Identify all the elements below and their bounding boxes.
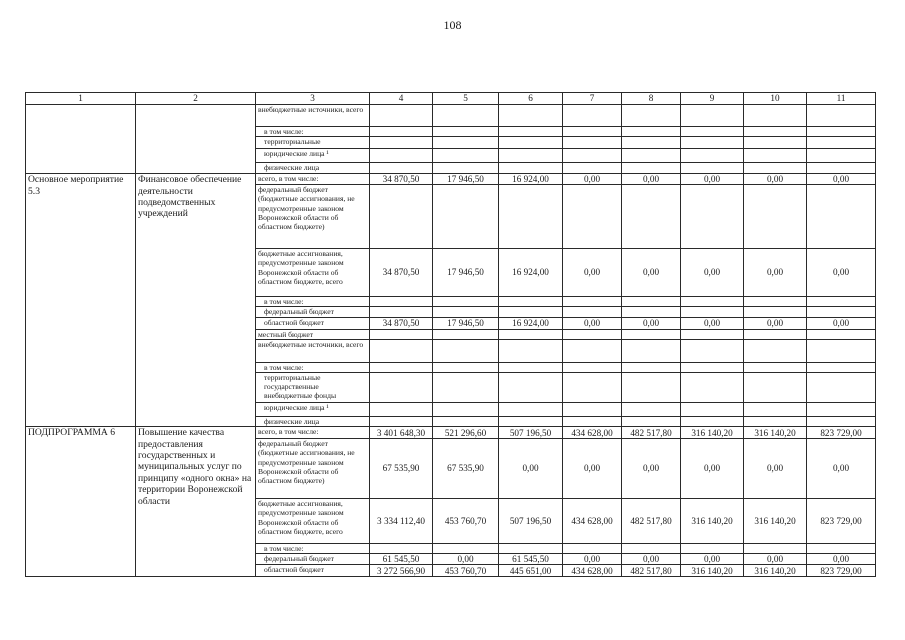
program-description: Повышение качества предоставления государственных и муниципальных услуг по принципу «одного окна» на территории Воронежской области: [136, 427, 256, 577]
value-cell: 17 946,50: [433, 249, 499, 297]
value-cell: [681, 329, 744, 339]
value-cell: 0,00: [622, 174, 681, 185]
value-cell: 0,00: [563, 174, 622, 185]
value-cell: [370, 127, 433, 137]
value-cell: [370, 362, 433, 372]
value-cell: 3 334 112,40: [370, 499, 433, 544]
value-cell: [807, 185, 876, 249]
value-cell: 0,00: [563, 317, 622, 329]
row-label: юридические лица ¹: [256, 149, 370, 163]
value-cell: [499, 544, 563, 554]
row-group-empty-1: [26, 105, 136, 174]
table-row: [26, 174, 876, 185]
value-cell: [433, 417, 499, 427]
value-cell: [499, 297, 563, 307]
value-cell: [433, 373, 499, 403]
header-cell: 3: [256, 93, 370, 105]
value-cell: 61 545,50: [499, 554, 563, 565]
value-cell: 316 140,20: [681, 427, 744, 439]
value-cell: [370, 329, 433, 339]
value-cell: [563, 339, 622, 362]
row-label: бюджетные ассигнования, предусмотренные законом Воронежской области об областном бюджете, всего: [256, 249, 370, 297]
value-cell: [622, 105, 681, 127]
row-label: в том числе:: [256, 297, 370, 307]
program-name: Основное мероприятие 5.3: [26, 174, 136, 427]
value-cell: [370, 297, 433, 307]
value-cell: 0,00: [744, 174, 807, 185]
value-cell: [499, 403, 563, 417]
value-cell: 16 924,00: [499, 249, 563, 297]
value-cell: 434 628,00: [563, 499, 622, 544]
value-cell: 0,00: [622, 439, 681, 499]
value-cell: 0,00: [807, 439, 876, 499]
value-cell: [744, 307, 807, 317]
value-cell: [370, 373, 433, 403]
value-cell: [622, 403, 681, 417]
value-cell: [744, 373, 807, 403]
value-cell: [370, 307, 433, 317]
value-cell: 0,00: [744, 554, 807, 565]
value-cell: [433, 127, 499, 137]
row-label: в том числе:: [256, 544, 370, 554]
value-cell: [433, 307, 499, 317]
value-cell: [744, 329, 807, 339]
value-cell: 0,00: [563, 439, 622, 499]
value-cell: [563, 417, 622, 427]
value-cell: [499, 185, 563, 249]
value-cell: [681, 417, 744, 427]
value-cell: [370, 403, 433, 417]
value-cell: [563, 185, 622, 249]
value-cell: [563, 373, 622, 403]
header-cell: 9: [681, 93, 744, 105]
value-cell: 0,00: [622, 317, 681, 329]
value-cell: [744, 149, 807, 163]
value-cell: 67 535,90: [433, 439, 499, 499]
value-cell: 507 196,50: [499, 427, 563, 439]
value-cell: [622, 149, 681, 163]
value-cell: [563, 403, 622, 417]
header-cell: 2: [136, 93, 256, 105]
value-cell: 521 296,60: [433, 427, 499, 439]
value-cell: [433, 362, 499, 372]
value-cell: 482 517,80: [622, 565, 681, 577]
value-cell: [433, 544, 499, 554]
value-cell: [681, 105, 744, 127]
value-cell: [499, 417, 563, 427]
header-cell: 10: [744, 93, 807, 105]
value-cell: [744, 163, 807, 174]
value-cell: 0,00: [499, 439, 563, 499]
header-cell: 7: [563, 93, 622, 105]
value-cell: 0,00: [744, 317, 807, 329]
value-cell: [622, 137, 681, 149]
value-cell: 0,00: [433, 554, 499, 565]
value-cell: [622, 362, 681, 372]
row-label: в том числе:: [256, 127, 370, 137]
value-cell: [433, 329, 499, 339]
value-cell: [563, 307, 622, 317]
value-cell: [433, 297, 499, 307]
value-cell: 0,00: [681, 317, 744, 329]
value-cell: 17 946,50: [433, 317, 499, 329]
value-cell: [499, 149, 563, 163]
row-label: областной бюджет: [256, 317, 370, 329]
value-cell: [433, 137, 499, 149]
value-cell: [681, 339, 744, 362]
value-cell: [744, 297, 807, 307]
row-label: физические лица: [256, 163, 370, 174]
value-cell: [807, 329, 876, 339]
header-cell: 11: [807, 93, 876, 105]
value-cell: [681, 362, 744, 372]
value-cell: [370, 105, 433, 127]
value-cell: [744, 339, 807, 362]
value-cell: [499, 105, 563, 127]
value-cell: [370, 149, 433, 163]
value-cell: [499, 373, 563, 403]
header-cell: 4: [370, 93, 433, 105]
value-cell: [563, 105, 622, 127]
budget-table: [25, 92, 876, 577]
value-cell: [622, 373, 681, 403]
value-cell: 0,00: [681, 249, 744, 297]
value-cell: [433, 185, 499, 249]
value-cell: [370, 544, 433, 554]
value-cell: 34 870,50: [370, 317, 433, 329]
value-cell: 316 140,20: [744, 427, 807, 439]
value-cell: 453 760,70: [433, 565, 499, 577]
value-cell: 0,00: [622, 554, 681, 565]
value-cell: [622, 127, 681, 137]
header-cell: 8: [622, 93, 681, 105]
value-cell: 0,00: [807, 174, 876, 185]
value-cell: [681, 373, 744, 403]
value-cell: [499, 339, 563, 362]
value-cell: [622, 307, 681, 317]
row-label: в том числе:: [256, 362, 370, 372]
value-cell: [563, 149, 622, 163]
value-cell: 67 535,90: [370, 439, 433, 499]
value-cell: [681, 297, 744, 307]
value-cell: 61 545,50: [370, 554, 433, 565]
value-cell: 0,00: [744, 439, 807, 499]
value-cell: 16 924,00: [499, 317, 563, 329]
value-cell: [563, 137, 622, 149]
header-cell: 5: [433, 93, 499, 105]
value-cell: 3 272 566,90: [370, 565, 433, 577]
value-cell: [433, 149, 499, 163]
row-label: территориальные: [256, 137, 370, 149]
value-cell: [807, 105, 876, 127]
value-cell: [499, 137, 563, 149]
value-cell: [563, 362, 622, 372]
row-label: федеральный бюджет (бюджетные ассигнования, не предусмотренные законом Воронежской области об областном бюджете): [256, 185, 370, 249]
header-cell: 6: [499, 93, 563, 105]
value-cell: 482 517,80: [622, 427, 681, 439]
value-cell: [433, 105, 499, 127]
value-cell: [563, 163, 622, 174]
page-number: 108: [443, 18, 462, 32]
row-label: областной бюджет: [256, 565, 370, 577]
value-cell: [499, 329, 563, 339]
value-cell: [681, 403, 744, 417]
row-group-empty-2: [136, 105, 256, 174]
value-cell: [370, 417, 433, 427]
program-description: Финансовое обеспечение деятельности подведомственных учреждений: [136, 174, 256, 427]
row-label: местный бюджет: [256, 329, 370, 339]
value-cell: [807, 149, 876, 163]
value-cell: 316 140,20: [744, 499, 807, 544]
row-label: федеральный бюджет: [256, 554, 370, 565]
value-cell: [744, 362, 807, 372]
value-cell: [563, 127, 622, 137]
value-cell: [807, 362, 876, 372]
value-cell: [622, 417, 681, 427]
value-cell: 0,00: [622, 249, 681, 297]
value-cell: [563, 297, 622, 307]
row-label: территориальные государственные внебюджетные фонды: [256, 373, 370, 403]
value-cell: [744, 185, 807, 249]
value-cell: [622, 297, 681, 307]
value-cell: 823 729,00: [807, 499, 876, 544]
value-cell: [370, 185, 433, 249]
value-cell: [681, 185, 744, 249]
row-label: внебюджетные источники, всего: [256, 339, 370, 362]
value-cell: [433, 403, 499, 417]
row-label: бюджетные ассигнования, предусмотренные законом Воронежской области об областном бюджете, всего: [256, 499, 370, 544]
row-label: физические лица: [256, 417, 370, 427]
value-cell: 34 870,50: [370, 174, 433, 185]
value-cell: 507 196,50: [499, 499, 563, 544]
row-label: федеральный бюджет: [256, 307, 370, 317]
value-cell: [681, 127, 744, 137]
value-cell: [807, 297, 876, 307]
value-cell: [807, 137, 876, 149]
value-cell: 0,00: [563, 554, 622, 565]
row-label: всего, в том числе:: [256, 427, 370, 439]
value-cell: 0,00: [807, 249, 876, 297]
value-cell: [370, 137, 433, 149]
value-cell: 823 729,00: [807, 427, 876, 439]
value-cell: [807, 163, 876, 174]
value-cell: 453 760,70: [433, 499, 499, 544]
value-cell: [563, 329, 622, 339]
value-cell: [622, 185, 681, 249]
value-cell: 316 140,20: [744, 565, 807, 577]
value-cell: [499, 307, 563, 317]
value-cell: [433, 163, 499, 174]
value-cell: 16 924,00: [499, 174, 563, 185]
value-cell: [499, 163, 563, 174]
value-cell: [499, 127, 563, 137]
value-cell: [744, 417, 807, 427]
value-cell: 0,00: [744, 249, 807, 297]
value-cell: [744, 403, 807, 417]
header-row: [26, 93, 876, 105]
value-cell: [563, 544, 622, 554]
value-cell: 823 729,00: [807, 565, 876, 577]
row-label: внебюджетные источники, всего: [256, 105, 370, 127]
value-cell: [499, 362, 563, 372]
program-name: ПОДПРОГРАММА 6: [26, 427, 136, 577]
row-label: федеральный бюджет (бюджетные ассигнования, не предусмотренные законом Воронежской области об областном бюджете): [256, 439, 370, 499]
header-cell: 1: [26, 93, 136, 105]
row-label: юридические лица ¹: [256, 403, 370, 417]
value-cell: [807, 373, 876, 403]
value-cell: 316 140,20: [681, 499, 744, 544]
value-cell: 0,00: [681, 439, 744, 499]
table-row: [26, 105, 876, 127]
value-cell: 482 517,80: [622, 499, 681, 544]
value-cell: 0,00: [681, 554, 744, 565]
value-cell: [681, 163, 744, 174]
value-cell: [622, 329, 681, 339]
value-cell: 0,00: [681, 174, 744, 185]
value-cell: 34 870,50: [370, 249, 433, 297]
value-cell: 0,00: [807, 554, 876, 565]
value-cell: [807, 127, 876, 137]
value-cell: [370, 339, 433, 362]
value-cell: [370, 163, 433, 174]
value-cell: 3 401 648,30: [370, 427, 433, 439]
value-cell: [681, 307, 744, 317]
value-cell: [744, 544, 807, 554]
value-cell: [622, 544, 681, 554]
value-cell: [744, 127, 807, 137]
value-cell: [433, 339, 499, 362]
row-label: всего, в том числе:: [256, 174, 370, 185]
value-cell: [622, 339, 681, 362]
table-row: [26, 427, 876, 439]
value-cell: 316 140,20: [681, 565, 744, 577]
value-cell: 434 628,00: [563, 427, 622, 439]
value-cell: 0,00: [807, 317, 876, 329]
value-cell: [807, 307, 876, 317]
value-cell: [807, 417, 876, 427]
value-cell: [807, 339, 876, 362]
value-cell: 17 946,50: [433, 174, 499, 185]
value-cell: [744, 137, 807, 149]
value-cell: [622, 163, 681, 174]
value-cell: [807, 544, 876, 554]
value-cell: 445 651,00: [499, 565, 563, 577]
value-cell: [681, 149, 744, 163]
value-cell: [807, 403, 876, 417]
value-cell: 434 628,00: [563, 565, 622, 577]
value-cell: 0,00: [563, 249, 622, 297]
value-cell: [744, 105, 807, 127]
value-cell: [681, 137, 744, 149]
value-cell: [681, 544, 744, 554]
